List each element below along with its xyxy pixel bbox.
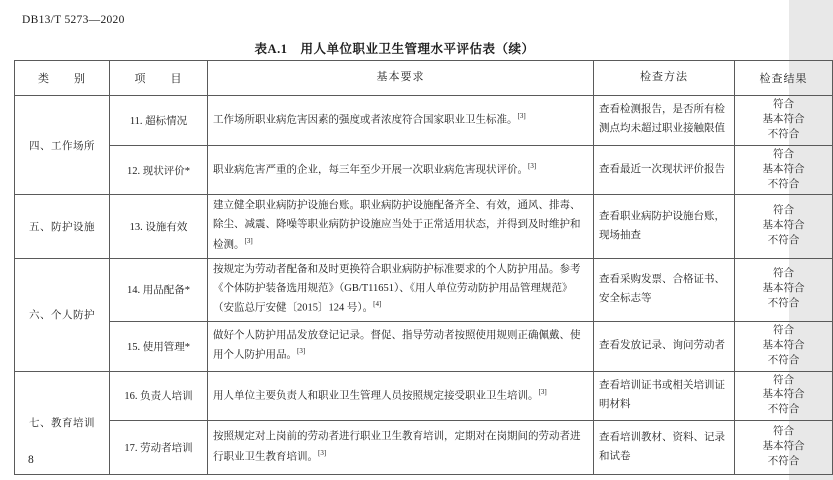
requirement-text: 按规定为劳动者配备和及时更换符合职业病防护标准要求的个人防护用品。参考《个体防护装备选用规范》（GB/T11651）、《用人单位劳动防护用品管理规范》（安监总厅安健〔2015〕124 号）。 xyxy=(213,263,581,314)
result-cell xyxy=(735,421,833,475)
result-option: 基本符合 xyxy=(762,220,805,232)
header-requirement: 基本要求 xyxy=(208,61,594,96)
requirement-cell xyxy=(208,371,594,421)
page-number: 8 xyxy=(28,454,34,466)
category-cell: 七、教育培训 xyxy=(15,371,110,475)
category-cell: 五、防护设施 xyxy=(15,195,110,258)
item-cell: 13. 设施有效 xyxy=(110,195,208,258)
result-option: 基本符合 xyxy=(762,339,805,351)
note-superscript: [3] xyxy=(517,112,526,121)
standard-number: DB13/T 5273—2020 xyxy=(22,14,125,26)
method-cell: 查看检测报告，是否所有检测点均未超过职业接触限值 xyxy=(594,96,735,146)
method-cell: 查看职业病防护设施台账，现场抽查 xyxy=(594,195,735,258)
result-option: 基本符合 xyxy=(762,113,805,125)
result-option: 不符合 xyxy=(767,298,800,310)
table-row xyxy=(15,195,833,258)
requirement-text: 做好个人防护用品发放登记记录。督促、指导劳动者按照使用规则正确佩戴、使用个人防护用品。 xyxy=(213,329,581,361)
table-row xyxy=(15,421,833,475)
result-option: 符合 xyxy=(773,99,794,110)
method-cell: 查看最近一次现状评价报告 xyxy=(594,145,735,195)
item-cell: 12. 现状评价* xyxy=(110,145,208,195)
result-cell xyxy=(735,195,833,258)
result-option: 不符合 xyxy=(767,404,800,416)
result-cell xyxy=(735,145,833,195)
note-superscript: [3] xyxy=(244,237,253,246)
requirement-cell xyxy=(208,321,594,371)
requirement-text: 工作场所职业病危害因素的强度或者浓度符合国家职业卫生标准。 xyxy=(213,114,518,126)
result-option: 基本符合 xyxy=(762,441,805,453)
requirement-cell xyxy=(208,96,594,146)
note-superscript: [4] xyxy=(373,300,382,309)
result-cell xyxy=(735,321,833,371)
result-option: 符合 xyxy=(773,374,794,386)
result-option: 基本符合 xyxy=(762,283,805,295)
requirement-text: 按照规定对上岗前的劳动者进行职业卫生教育培训，定期对在岗期间的劳动者进行职业卫生教育培训。 xyxy=(213,431,581,463)
result-option: 符合 xyxy=(773,324,794,336)
method-cell: 查看培训证书或相关培训证明材料 xyxy=(594,371,735,421)
result-option: 不符合 xyxy=(767,456,800,468)
item-cell: 15. 使用管理* xyxy=(110,321,208,371)
table-row xyxy=(15,321,833,371)
category-cell: 六、个人防护 xyxy=(15,258,110,371)
result-option: 符合 xyxy=(773,205,794,217)
result-option: 不符合 xyxy=(767,178,800,190)
result-cell xyxy=(735,96,833,146)
result-option: 不符合 xyxy=(767,128,800,140)
result-option: 符合 xyxy=(773,268,794,280)
item-cell: 14. 用品配备* xyxy=(110,258,208,321)
requirement-cell xyxy=(208,421,594,475)
table-row xyxy=(15,145,833,195)
header-category: 类 别 xyxy=(15,61,110,96)
result-option: 不符合 xyxy=(767,234,800,246)
result-option: 符合 xyxy=(773,426,794,438)
requirement-cell xyxy=(208,195,594,258)
header-result: 检查结果 xyxy=(735,61,833,96)
table-row xyxy=(15,258,833,321)
evaluation-table xyxy=(14,60,833,475)
table-row xyxy=(15,96,833,146)
method-cell: 查看发放记录、询问劳动者 xyxy=(594,321,735,371)
requirement-text: 职业病危害严重的企业，每三年至少开展一次职业病危害现状评价。 xyxy=(213,164,528,176)
item-cell: 16. 负责人培训 xyxy=(110,371,208,421)
table-header-row xyxy=(15,61,833,96)
requirement-text: 用人单位主要负责人和职业卫生管理人员按照规定接受职业卫生培训。 xyxy=(213,390,539,402)
requirement-cell xyxy=(208,145,594,195)
note-superscript: [3] xyxy=(318,448,327,457)
requirement-text: 建立健全职业病防护设施台账。职业病防护设施配备齐全、有效，通风、排毒、除尘、减震、降噪等职业病防护设施应当处于正常适用状态，并得到及时维护和检测。 xyxy=(213,200,581,251)
note-superscript: [3] xyxy=(297,347,306,356)
category-cell: 四、工作场所 xyxy=(15,96,110,195)
result-option: 基本符合 xyxy=(762,163,805,175)
method-cell: 查看采购发票、合格证书、安全标志等 xyxy=(594,258,735,321)
result-option: 符合 xyxy=(773,148,794,160)
header-item: 项 目 xyxy=(110,61,208,96)
item-cell: 11. 超标情况 xyxy=(110,96,208,146)
table-title: 表A.1 用人单位职业卫生管理水平评估表（续） xyxy=(254,42,535,56)
requirement-cell xyxy=(208,258,594,321)
result-cell xyxy=(735,258,833,321)
method-cell: 查看培训教材、资料、记录和试卷 xyxy=(594,421,735,475)
table-row xyxy=(15,371,833,421)
header-method: 检查方法 xyxy=(594,61,735,96)
note-superscript: [3] xyxy=(538,387,547,396)
note-superscript: [3] xyxy=(528,161,537,170)
result-cell xyxy=(735,371,833,421)
item-cell: 17. 劳动者培训 xyxy=(110,421,208,475)
result-option: 不符合 xyxy=(767,354,800,366)
result-option: 基本符合 xyxy=(762,389,805,401)
